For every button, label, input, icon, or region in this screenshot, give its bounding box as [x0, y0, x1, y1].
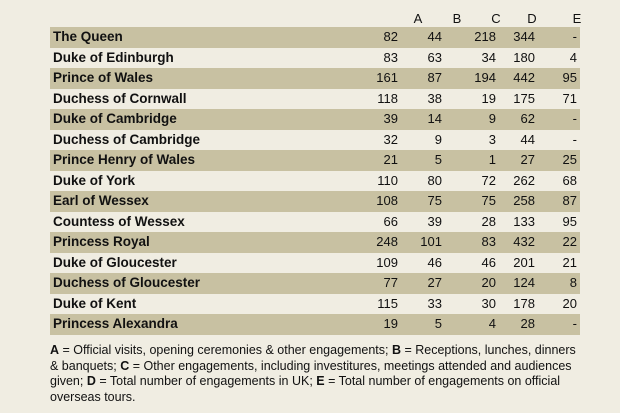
row-value-b: 44: [427, 29, 442, 44]
table-row: [50, 150, 580, 171]
row-name: Duchess of Gloucester: [53, 275, 201, 290]
row-value-a: 83: [383, 49, 398, 65]
row-name: Duke of Cambridge: [53, 111, 177, 126]
row-value-b: 33: [427, 295, 442, 311]
row-value-a: 32: [383, 131, 398, 147]
footnote-key-e: E: [316, 374, 325, 388]
footnote-text-a: = Official visits, opening ceremonies & other engagements;: [59, 343, 392, 357]
row-value-e: 22: [562, 234, 577, 249]
row-value-e: -: [572, 131, 577, 147]
row-value-e: 8: [569, 275, 577, 290]
row-value-c: 194: [474, 70, 496, 85]
table-row: [50, 253, 580, 274]
row-value-d: 262: [513, 172, 535, 188]
row-value-c: 34: [481, 49, 496, 65]
table-row: [50, 109, 580, 130]
row-value-d: 133: [513, 213, 535, 229]
row-name: Princess Royal: [53, 234, 150, 249]
table-row: [50, 27, 580, 48]
row-value-a: 118: [377, 90, 398, 106]
row-value-b: 9: [434, 131, 442, 147]
row-name: Earl of Wessex: [53, 193, 149, 208]
column-header-e: E: [572, 11, 582, 26]
row-value-a: 109: [376, 254, 398, 270]
row-value-d: 44: [520, 131, 535, 147]
table-row: [50, 273, 580, 294]
row-value-b: 14: [427, 111, 442, 126]
row-value-d: 258: [513, 193, 535, 208]
row-value-d: 27: [520, 152, 535, 167]
row-value-b: 63: [427, 49, 442, 65]
row-value-b: 87: [427, 70, 442, 85]
row-value-e: 4: [569, 49, 577, 65]
row-value-a: 39: [383, 111, 398, 126]
table-row: [50, 314, 580, 335]
engagements-table: [50, 27, 580, 335]
row-name: Prince Henry of Wales: [53, 152, 196, 167]
column-header-d: D: [527, 11, 537, 26]
row-value-e: -: [572, 316, 577, 331]
table-row: [50, 191, 580, 212]
row-value-b: 5: [434, 152, 442, 167]
column-header-a: A: [413, 11, 423, 26]
footnote-text-c: = Other engagements, including investitures, meetings attended and audiences given;: [50, 358, 572, 388]
row-value-b: 39: [427, 213, 442, 229]
row-value-e: 95: [562, 70, 577, 85]
footnote-legend: [50, 343, 585, 405]
row-value-e: 87: [562, 193, 577, 208]
row-value-e: -: [572, 29, 577, 44]
row-name: Countess of Wessex: [53, 213, 185, 229]
row-value-d: 442: [513, 70, 535, 85]
footnote-text-b: = Receptions, lunches, dinners & banquets;: [50, 343, 576, 373]
row-value-b: 5: [434, 316, 442, 331]
row-value-d: 175: [513, 90, 535, 106]
row-value-a: 77: [383, 275, 398, 290]
row-value-a: 115: [377, 295, 398, 311]
row-value-b: 46: [427, 254, 442, 270]
row-value-e: 25: [562, 152, 577, 167]
row-value-a: 161: [376, 70, 398, 85]
row-value-c: 83: [481, 234, 496, 249]
table-row: [50, 89, 580, 110]
footnote-text-e: = Total number of engagements on official overseas tours.: [50, 374, 561, 404]
row-name: Duke of Kent: [53, 295, 137, 311]
row-value-c: 28: [481, 213, 496, 229]
row-value-c: 20: [481, 275, 496, 290]
row-value-d: 344: [513, 29, 535, 44]
row-value-c: 72: [481, 172, 496, 188]
row-value-d: 180: [513, 49, 535, 65]
column-header-c: C: [491, 11, 501, 26]
table-row: [50, 48, 580, 69]
footnote-text-d: = Total number of engagements in UK;: [95, 374, 317, 388]
footnote-key-b: B: [391, 343, 401, 357]
row-value-d: 178: [513, 295, 535, 311]
row-value-e: 68: [562, 172, 577, 188]
row-value-e: 71: [562, 90, 577, 106]
footnote-key-a: A: [50, 343, 60, 357]
row-value-a: 21: [383, 152, 398, 167]
row-value-e: 20: [562, 295, 577, 311]
table-row: [50, 232, 580, 253]
row-value-a: 19: [383, 316, 398, 331]
table-row: [50, 68, 580, 89]
table-row: [50, 212, 580, 233]
row-value-d: 432: [513, 234, 535, 249]
row-value-d: 201: [513, 254, 535, 270]
row-value-b: 80: [427, 172, 442, 188]
row-value-a: 108: [376, 193, 398, 208]
column-header-b: B: [452, 11, 462, 26]
table-row: [50, 171, 580, 192]
row-value-c: 4: [488, 316, 496, 331]
row-value-b: 101: [420, 234, 442, 249]
column-header-row: [50, 11, 580, 27]
row-name: The Queen: [53, 29, 123, 44]
row-value-c: 1: [488, 152, 496, 167]
row-name: Prince of Wales: [53, 70, 154, 85]
row-name: Princess Alexandra: [53, 316, 178, 331]
row-name: Duke of York: [53, 172, 136, 188]
row-value-c: 218: [474, 29, 496, 44]
row-value-a: 110: [377, 172, 398, 188]
row-value-d: 124: [513, 275, 535, 290]
row-value-b: 38: [427, 90, 442, 106]
row-value-b: 75: [427, 193, 442, 208]
row-value-c: 19: [481, 90, 496, 106]
row-value-d: 28: [520, 316, 535, 331]
row-name: Duke of Gloucester: [53, 254, 177, 270]
row-value-e: 95: [562, 213, 577, 229]
row-value-c: 75: [481, 193, 496, 208]
table-row: [50, 130, 580, 151]
footnote-key-c: C: [120, 358, 130, 373]
table-row: [50, 294, 580, 315]
row-value-a: 66: [383, 213, 398, 229]
row-name: Duke of Edinburgh: [53, 49, 174, 65]
row-name: Duchess of Cambridge: [53, 131, 201, 147]
row-value-a: 248: [376, 234, 398, 249]
row-value-c: 9: [488, 111, 496, 126]
row-value-e: -: [572, 111, 577, 126]
footnote-key-d: D: [86, 374, 96, 388]
row-value-d: 62: [520, 111, 535, 126]
row-value-c: 46: [481, 254, 496, 270]
row-value-c: 30: [481, 295, 496, 311]
row-value-b: 27: [427, 275, 442, 290]
row-value-e: 21: [562, 254, 577, 270]
row-value-a: 82: [383, 29, 398, 44]
row-value-c: 3: [488, 131, 496, 147]
row-name: Duchess of Cornwall: [53, 90, 187, 106]
